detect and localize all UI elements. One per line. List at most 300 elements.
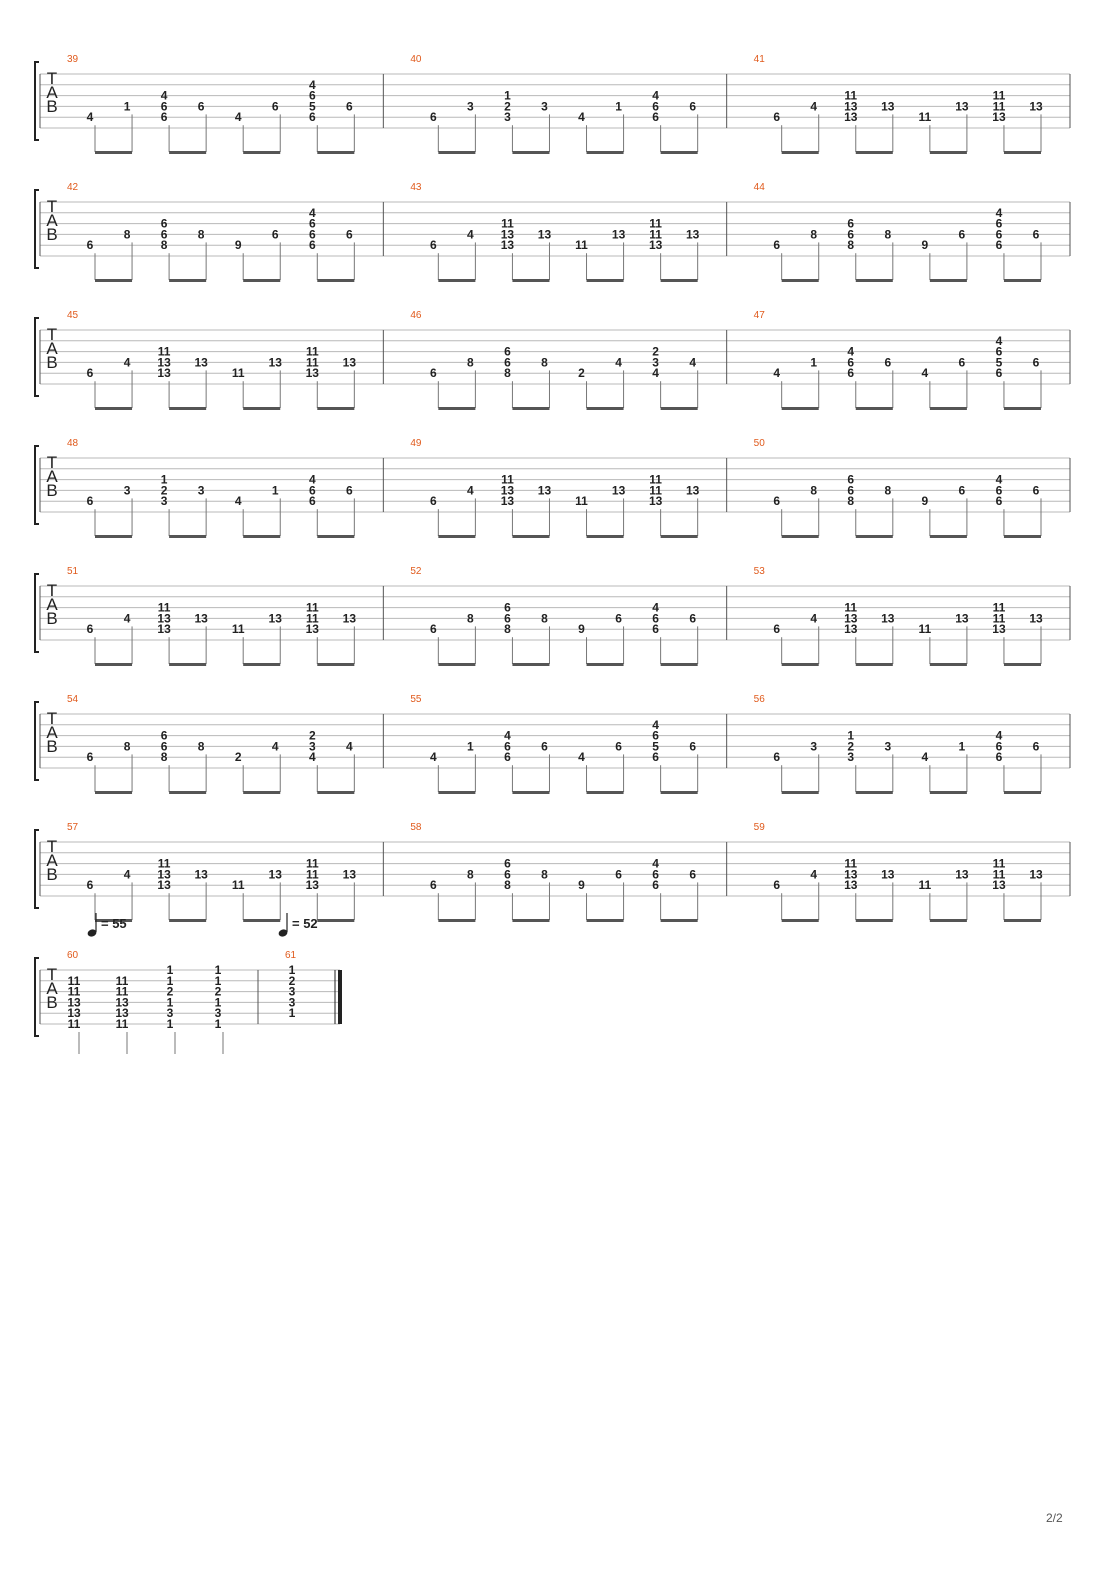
beam: [782, 663, 819, 666]
fret-number: 11: [918, 110, 932, 125]
fret-number: 13: [305, 622, 319, 637]
fret-number: 1: [288, 1006, 296, 1021]
fret-number: 6: [197, 99, 205, 114]
fret-number: 6: [429, 494, 437, 509]
fret-number: 1: [166, 1017, 174, 1031]
measure-number: 48: [67, 438, 79, 449]
fret-number: 1: [467, 739, 474, 754]
beam: [438, 663, 475, 666]
fret-number: 1: [958, 739, 966, 754]
final-barline-thick: [338, 970, 342, 1024]
fret-number: 8: [541, 867, 548, 882]
fret-number: 6: [884, 355, 892, 370]
fret-number: 6: [1032, 483, 1040, 498]
fret-number: 13: [157, 355, 171, 370]
fret-number: 4: [504, 728, 511, 743]
fret-number: 6: [86, 622, 94, 637]
fret-number: 13: [881, 99, 895, 114]
fret-number: 6: [652, 622, 659, 637]
fret-number: 1: [160, 472, 168, 487]
fret-number: 6: [308, 494, 316, 509]
fret-number: 11: [501, 216, 514, 231]
fret-number: 9: [921, 494, 929, 509]
fret-number: 8: [160, 238, 168, 253]
beam: [169, 151, 206, 154]
beam: [438, 407, 475, 410]
fret-number: 13: [844, 878, 858, 893]
fret-number: 6: [504, 867, 511, 882]
fret-number: 5: [308, 99, 316, 114]
fret-number: 6: [160, 227, 168, 242]
fret-number: 6: [308, 88, 316, 103]
beam: [587, 279, 624, 282]
fret-number: 6: [308, 238, 316, 253]
beam: [243, 279, 280, 282]
fret-number: 6: [504, 739, 511, 754]
fret-number: 6: [345, 227, 353, 242]
fret-number: 3: [652, 355, 659, 370]
measure-number: 50: [753, 438, 765, 449]
measure-number: 57: [67, 822, 79, 833]
beam: [782, 279, 819, 282]
tab-clef-letter: A: [46, 467, 58, 486]
measure-number: 46: [410, 310, 422, 321]
fret-number: 6: [847, 472, 855, 487]
fret-number: 13: [194, 867, 208, 882]
beam: [169, 279, 206, 282]
beam: [661, 151, 698, 154]
beam: [661, 535, 698, 538]
fret-number: 6: [773, 878, 781, 893]
beam: [782, 791, 819, 794]
fret-number: 4: [123, 611, 131, 626]
fret-number: 13: [157, 366, 171, 381]
fret-number: 3: [288, 984, 296, 999]
fret-number: 6: [345, 483, 353, 498]
fret-number: 8: [541, 355, 548, 370]
fret-number: 4: [995, 205, 1003, 220]
measure-number: 40: [410, 54, 422, 65]
fret-number: 11: [305, 600, 319, 615]
fret-number: 13: [268, 611, 282, 626]
fret-number: 11: [115, 1017, 129, 1031]
fret-number: 6: [995, 494, 1003, 509]
fret-number: 6: [429, 622, 437, 637]
fret-number: 6: [429, 878, 437, 893]
fret-number: 4: [773, 366, 781, 381]
beam: [1004, 407, 1041, 410]
beam: [661, 663, 698, 666]
fret-number: 11: [305, 856, 319, 871]
tab-clef-letter: T: [46, 197, 58, 216]
fret-number: 4: [345, 739, 353, 754]
fret-number: 4: [578, 110, 585, 125]
beam: [512, 407, 549, 410]
fret-number: 1: [166, 973, 174, 988]
measure-number: 53: [753, 566, 765, 577]
fret-number: 13: [1029, 611, 1043, 626]
beam: [1004, 919, 1041, 922]
tempo-label: = 55: [101, 916, 127, 931]
fret-number: 13: [157, 878, 171, 893]
tab-clef-letter: A: [46, 83, 58, 102]
beam: [243, 663, 280, 666]
fret-number: 1: [847, 728, 855, 743]
fret-number: 6: [160, 728, 168, 743]
beam: [661, 279, 698, 282]
fret-number: 13: [844, 99, 858, 114]
fret-number: 13: [67, 995, 81, 1010]
fret-number: 4: [810, 867, 818, 882]
fret-number: 6: [160, 99, 168, 114]
fret-number: 11: [67, 984, 81, 999]
fret-number: 1: [288, 963, 296, 977]
fret-number: 1: [214, 963, 222, 977]
beam: [856, 151, 893, 154]
fret-number: 13: [115, 995, 129, 1010]
fret-number: 6: [773, 110, 781, 125]
fret-number: 13: [537, 227, 552, 242]
fret-number: 8: [504, 366, 511, 381]
beam: [512, 919, 549, 922]
beam: [587, 663, 624, 666]
beam: [930, 279, 967, 282]
fret-number: 2: [308, 728, 316, 743]
measure-number: 42: [67, 182, 79, 193]
beam: [782, 407, 819, 410]
fret-number: 4: [652, 600, 659, 615]
tab-clef-letter: B: [46, 609, 58, 628]
fret-number: 6: [652, 611, 659, 626]
fret-number: 13: [194, 611, 208, 626]
fret-number: 6: [160, 110, 168, 125]
fret-number: 6: [847, 227, 855, 242]
beam: [1004, 535, 1041, 538]
beam: [438, 151, 475, 154]
fret-number: 4: [810, 99, 818, 114]
tab-system: [35, 310, 1070, 410]
tab-clef-letter: B: [46, 481, 58, 500]
measure-number: 51: [67, 566, 79, 577]
beam: [169, 919, 206, 922]
fret-number: 8: [847, 494, 855, 509]
fret-number: 3: [197, 483, 205, 498]
fret-number: 6: [1032, 739, 1040, 754]
fret-number: 8: [504, 878, 511, 893]
beam: [930, 919, 967, 922]
beam: [512, 151, 549, 154]
fret-number: 8: [884, 483, 892, 498]
fret-number: 11: [844, 88, 858, 103]
beam: [512, 791, 549, 794]
fret-number: 4: [847, 344, 855, 359]
fret-number: 2: [166, 984, 174, 999]
system-bracket: [35, 446, 39, 524]
tab-system: [35, 822, 1070, 922]
fret-number: 6: [995, 750, 1003, 765]
beam: [1004, 663, 1041, 666]
measure-number: 56: [753, 694, 765, 705]
fret-number: 6: [615, 611, 622, 626]
fret-number: 11: [649, 472, 662, 487]
fret-number: 3: [884, 739, 892, 754]
beam: [512, 535, 549, 538]
beam: [930, 151, 967, 154]
system-bracket: [35, 62, 39, 140]
fret-number: 6: [652, 878, 659, 893]
measure-number: 59: [753, 822, 765, 833]
fret-number: 4: [160, 88, 168, 103]
fret-number: 3: [541, 99, 548, 114]
fret-number: 6: [995, 483, 1003, 498]
fret-number: 11: [157, 600, 171, 615]
beam: [856, 407, 893, 410]
fret-number: 4: [995, 472, 1003, 487]
fret-number: 13: [955, 99, 969, 114]
beam: [587, 407, 624, 410]
fret-number: 6: [308, 110, 316, 125]
fret-number: 4: [123, 867, 131, 882]
measure-number: 47: [753, 310, 765, 321]
fret-number: 8: [197, 227, 205, 242]
fret-number: 3: [166, 1006, 174, 1021]
beam: [438, 919, 475, 922]
fret-number: 13: [342, 867, 357, 882]
beam: [782, 151, 819, 154]
beam: [243, 535, 280, 538]
measure-number: 55: [410, 694, 422, 705]
fret-number: 6: [504, 750, 511, 765]
tempo-label: = 52: [292, 916, 318, 931]
fret-number: 13: [1029, 867, 1043, 882]
tab-clef-letter: B: [46, 993, 58, 1012]
fret-number: 11: [305, 611, 319, 626]
fret-number: 4: [578, 750, 585, 765]
fret-number: 11: [844, 856, 858, 871]
fret-number: 2: [504, 99, 511, 114]
fret-number: 4: [308, 205, 316, 220]
fret-number: 8: [541, 611, 548, 626]
fret-number: 13: [1029, 99, 1043, 114]
fret-number: 13: [194, 355, 208, 370]
fret-number: 13: [157, 867, 171, 882]
fret-number: 13: [305, 366, 319, 381]
fret-number: 11: [157, 856, 171, 871]
fret-number: 6: [995, 216, 1003, 231]
fret-number: 6: [689, 99, 697, 114]
fret-number: 11: [305, 355, 319, 370]
fret-number: 8: [467, 355, 474, 370]
beam: [782, 919, 819, 922]
beam: [438, 791, 475, 794]
system-bracket: [35, 830, 39, 908]
fret-number: 6: [308, 216, 316, 231]
fret-number: 8: [123, 227, 131, 242]
fret-number: 2: [652, 344, 659, 359]
fret-number: 11: [992, 867, 1006, 882]
fret-number: 6: [958, 355, 966, 370]
beam: [317, 151, 354, 154]
fret-number: 6: [541, 739, 548, 754]
beam: [930, 791, 967, 794]
fret-number: 13: [500, 238, 515, 253]
fret-number: 13: [342, 611, 357, 626]
system-bracket: [35, 574, 39, 652]
fret-number: 8: [160, 750, 168, 765]
beam: [95, 663, 132, 666]
beam: [169, 535, 206, 538]
beam: [930, 535, 967, 538]
fret-number: 11: [67, 1017, 81, 1031]
measure-number: 54: [67, 694, 79, 705]
fret-number: 6: [652, 750, 659, 765]
beam: [317, 791, 354, 794]
fret-number: 3: [214, 1006, 222, 1021]
fret-number: 1: [166, 963, 174, 977]
fret-number: 6: [271, 99, 279, 114]
fret-number: 6: [615, 867, 622, 882]
fret-number: 2: [847, 739, 855, 754]
measure-number: 41: [753, 54, 765, 65]
tab-clef-letter: A: [46, 211, 58, 230]
fret-number: 6: [773, 494, 781, 509]
fret-number: 11: [992, 600, 1006, 615]
tab-clef-letter: A: [46, 851, 58, 870]
beam: [856, 279, 893, 282]
fret-number: 13: [500, 494, 515, 509]
fret-number: 6: [1032, 355, 1040, 370]
measure-number: 52: [410, 566, 422, 577]
beam: [856, 791, 893, 794]
fret-number: 1: [214, 973, 222, 988]
beam: [243, 791, 280, 794]
fret-number: 11: [67, 973, 81, 988]
fret-number: 1: [504, 88, 511, 103]
fret-number: 4: [921, 366, 929, 381]
fret-number: 1: [271, 483, 279, 498]
fret-number: 6: [652, 99, 659, 114]
beam: [95, 151, 132, 154]
tab-clef-letter: A: [46, 979, 58, 998]
measure-number: 61: [285, 950, 297, 961]
fret-number: 6: [847, 483, 855, 498]
beam: [438, 535, 475, 538]
fret-number: 6: [652, 728, 659, 743]
fret-number: 5: [652, 739, 659, 754]
fret-number: 4: [921, 750, 929, 765]
fret-number: 11: [992, 611, 1006, 626]
fret-number: 3: [467, 99, 474, 114]
fret-number: 11: [992, 99, 1006, 114]
fret-number: 6: [689, 867, 697, 882]
beam: [661, 919, 698, 922]
fret-number: 4: [234, 110, 242, 125]
fret-number: 13: [115, 1006, 129, 1021]
beam: [95, 279, 132, 282]
fret-number: 13: [268, 355, 282, 370]
fret-number: 13: [844, 867, 858, 882]
fret-number: 11: [575, 494, 588, 509]
beam: [661, 791, 698, 794]
beam: [317, 535, 354, 538]
fret-number: 4: [467, 483, 474, 498]
fret-number: 2: [160, 483, 168, 498]
measure-number: 58: [410, 822, 422, 833]
fret-number: 13: [611, 483, 626, 498]
fret-number: 6: [773, 238, 781, 253]
beam: [438, 279, 475, 282]
beam: [317, 663, 354, 666]
system-bracket: [35, 958, 39, 1036]
fret-number: 13: [648, 238, 663, 253]
fret-number: 11: [305, 867, 319, 882]
tab-clef-letter: T: [46, 581, 58, 600]
fret-number: 8: [504, 622, 511, 637]
measure-number: 45: [67, 310, 79, 321]
fret-number: 4: [308, 77, 316, 92]
fret-number: 9: [234, 238, 242, 253]
fret-number: 11: [992, 856, 1006, 871]
fret-number: 3: [123, 483, 131, 498]
fret-number: 13: [992, 878, 1006, 893]
fret-number: 11: [501, 472, 514, 487]
fret-number: 8: [467, 867, 474, 882]
fret-number: 6: [160, 739, 168, 754]
measure-number: 44: [753, 182, 765, 193]
fret-number: 3: [160, 494, 168, 509]
fret-number: 13: [537, 483, 552, 498]
fret-number: 6: [504, 355, 511, 370]
beam: [1004, 279, 1041, 282]
fret-number: 6: [995, 366, 1003, 381]
fret-number: 11: [844, 600, 858, 615]
fret-number: 6: [504, 611, 511, 626]
fret-number: 4: [234, 494, 242, 509]
fret-number: 11: [115, 984, 129, 999]
fret-number: 4: [652, 856, 659, 871]
page-number: 2/2: [1046, 1511, 1063, 1525]
fret-number: 4: [652, 88, 659, 103]
fret-number: 2: [214, 984, 222, 999]
tempo-marking: [87, 913, 127, 938]
tab-system: [35, 182, 1070, 282]
fret-number: 9: [578, 622, 585, 637]
fret-number: 13: [611, 227, 626, 242]
fret-number: 9: [578, 878, 585, 893]
fret-number: 13: [305, 878, 319, 893]
fret-number: 4: [652, 717, 659, 732]
tab-system: [35, 54, 1070, 154]
beam: [587, 151, 624, 154]
fret-number: 11: [649, 483, 662, 498]
fret-number: 6: [86, 750, 94, 765]
fret-number: 13: [500, 483, 515, 498]
fret-number: 6: [995, 238, 1003, 253]
measure-number: 49: [410, 438, 422, 449]
fret-number: 4: [689, 355, 697, 370]
fret-number: 13: [844, 110, 858, 125]
fret-number: 6: [689, 611, 697, 626]
fret-number: 13: [955, 611, 969, 626]
fret-number: 6: [958, 227, 966, 242]
fret-number: 6: [86, 366, 94, 381]
tab-clef-letter: A: [46, 723, 58, 742]
beam: [243, 407, 280, 410]
fret-number: 1: [810, 355, 818, 370]
tab-clef-letter: T: [46, 325, 58, 344]
fret-number: 6: [429, 366, 437, 381]
fret-number: 2: [288, 973, 296, 988]
